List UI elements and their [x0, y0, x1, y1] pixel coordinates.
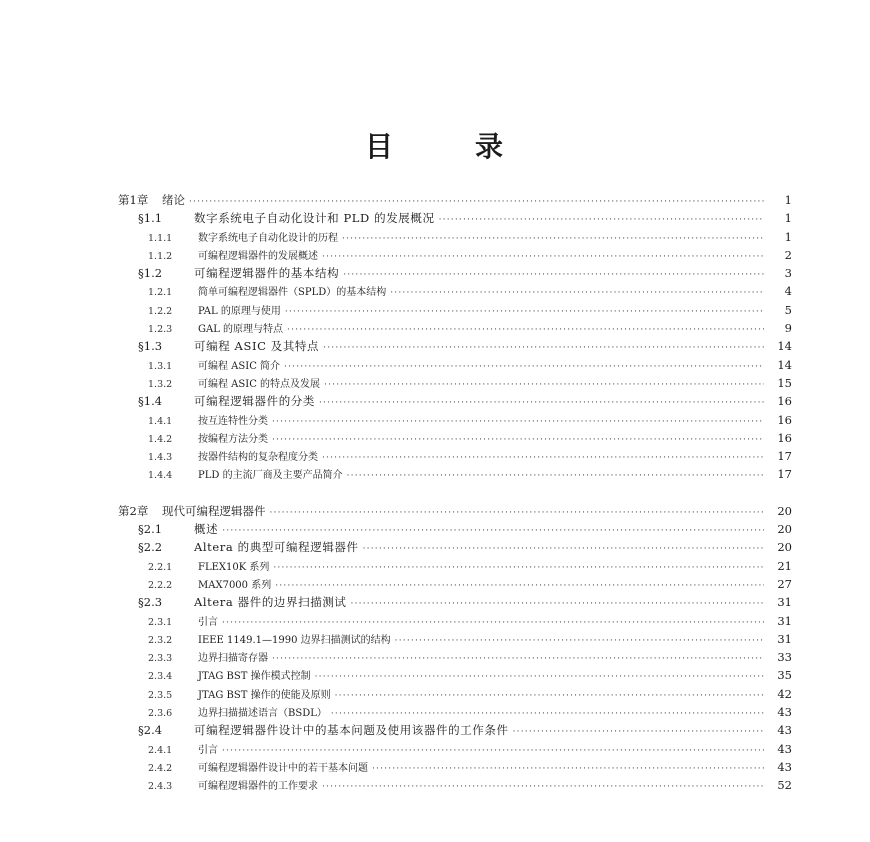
toc-subsection-entry — [118, 283, 792, 301]
toc-entry-page: 31 — [777, 595, 792, 610]
toc-entry-title: 可编程 ASIC 及其特点 — [194, 339, 320, 354]
toc-entry-number: 2.3.5 — [148, 689, 173, 701]
dot-leader — [273, 563, 764, 573]
dot-leader — [322, 782, 764, 792]
toc-entry-title: 可编程逻辑器件的工作要求 — [198, 781, 318, 793]
toc-section-entry — [118, 521, 792, 539]
toc-subsection-entry — [118, 649, 792, 667]
dot-leader — [270, 508, 765, 518]
toc-subsection-entry — [118, 320, 792, 338]
dot-leader — [439, 215, 764, 225]
chapter-spacer — [118, 485, 792, 503]
toc-entry-title: 可编程逻辑器件设计中的若干基本问题 — [198, 762, 368, 774]
toc-entry-page: 43 — [777, 723, 792, 738]
toc-section-entry — [118, 265, 792, 283]
toc-entry-page: 9 — [784, 321, 792, 336]
toc-entry-page: 43 — [777, 705, 792, 720]
toc-entry-page: 1 — [784, 211, 792, 226]
table-of-contents — [118, 192, 792, 796]
dot-leader — [222, 746, 764, 756]
toc-entry-title: 可编程逻辑器件的发展概述 — [198, 250, 318, 262]
toc-entry-page: 4 — [784, 284, 792, 299]
toc-entry-number: 1.1.2 — [148, 250, 173, 262]
toc-entry-page: 14 — [777, 357, 792, 372]
toc-entry-number: 1.4.4 — [148, 470, 173, 482]
toc-subsection-entry — [118, 430, 792, 448]
page-title — [0, 125, 870, 165]
toc-section-entry — [118, 594, 792, 612]
toc-entry-number: §2.1 — [138, 522, 163, 537]
dot-leader — [322, 252, 764, 262]
dot-leader — [342, 234, 764, 244]
dot-leader — [272, 435, 764, 445]
toc-entry-title: 数字系统电子自动化设计和 PLD 的发展概况 — [194, 211, 435, 226]
toc-section-entry — [118, 393, 792, 411]
toc-entry-page: 20 — [777, 540, 792, 555]
toc-entry-page: 16 — [777, 394, 792, 409]
toc-entry-title: 按互连特性分类 — [198, 415, 268, 427]
dot-leader — [284, 362, 764, 372]
toc-entry-page: 43 — [777, 741, 792, 756]
toc-entry-page: 52 — [777, 778, 792, 793]
toc-entry-number: §1.1 — [138, 211, 163, 226]
toc-entry-page: 17 — [777, 449, 792, 464]
toc-subsection-entry — [118, 759, 792, 777]
toc-entry-title: 可编程 ASIC 的特点及发展 — [198, 378, 321, 390]
toc-subsection-entry — [118, 247, 792, 265]
dot-leader — [287, 325, 764, 335]
toc-subsection-entry — [118, 667, 792, 685]
toc-entry-page: 20 — [777, 503, 792, 518]
toc-entry-page: 31 — [777, 613, 792, 628]
dot-leader — [513, 727, 764, 737]
toc-entry-number: 1.2.3 — [148, 324, 173, 336]
toc-entry-number: 1.3.2 — [148, 378, 173, 390]
toc-entry-number: 2.2.1 — [148, 561, 173, 573]
toc-entry-title: 按器件结构的复杂程度分类 — [198, 452, 318, 464]
toc-subsection-entry — [118, 631, 792, 649]
toc-subsection-entry — [118, 576, 792, 594]
toc-entry-page: 1 — [784, 193, 792, 207]
toc-entry-number: 1.2.1 — [148, 287, 173, 299]
toc-entry-page: 20 — [777, 522, 792, 537]
toc-entry-title: PAL 的原理与使用 — [198, 305, 281, 317]
dot-leader — [322, 453, 764, 463]
toc-chapter-entry — [118, 503, 792, 521]
toc-entry-number: 2.3.1 — [148, 616, 173, 628]
toc-subsection-entry — [118, 448, 792, 466]
toc-entry-page: 27 — [777, 576, 792, 591]
toc-entry-title: 边界扫描寄存器 — [198, 653, 268, 665]
dot-leader — [335, 691, 764, 701]
toc-entry-page: 21 — [777, 558, 792, 573]
toc-entry-page: 31 — [777, 631, 792, 646]
toc-entry-number: 2.3.6 — [148, 708, 173, 720]
toc-subsection-entry — [118, 302, 792, 320]
toc-subsection-entry — [118, 558, 792, 576]
toc-entry-title: 边界扫描描述语言（BSDL） — [198, 708, 327, 720]
toc-entry-page: 35 — [777, 668, 792, 683]
toc-subsection-entry — [118, 229, 792, 247]
dot-leader — [189, 197, 764, 207]
toc-entry-number: 2.3.4 — [148, 671, 173, 683]
dot-leader — [372, 764, 764, 774]
dot-leader — [343, 270, 764, 280]
dot-leader — [315, 672, 764, 682]
toc-entry-number: 1.4.1 — [148, 415, 173, 427]
toc-subsection-entry — [118, 357, 792, 375]
toc-entry-title: Altera 的典型可编程逻辑器件 — [194, 540, 359, 555]
toc-entry-number: §1.3 — [138, 339, 163, 354]
toc-subsection-entry — [118, 466, 792, 484]
toc-entry-page: 1 — [784, 229, 792, 244]
toc-entry-number: 2.4.2 — [148, 762, 173, 774]
toc-subsection-entry — [118, 777, 792, 795]
toc-entry-page: 5 — [784, 302, 792, 317]
toc-entry-number: §2.4 — [138, 723, 163, 738]
dot-leader — [395, 636, 764, 646]
toc-entry-title: IEEE 1149.1—1990 边界扫描测试的结构 — [198, 634, 391, 646]
toc-chapter-entry — [118, 192, 792, 210]
toc-entry-number: 1.4.3 — [148, 452, 173, 464]
toc-entry-title: 引言 — [198, 744, 218, 756]
toc-entry-title: Altera 器件的边界扫描测试 — [194, 595, 347, 610]
dot-leader — [285, 307, 764, 317]
toc-entry-title: GAL 的原理与特点 — [198, 324, 284, 336]
dot-leader — [390, 288, 764, 298]
dot-leader — [222, 618, 764, 628]
toc-entry-number: 第1章 — [118, 193, 149, 207]
toc-entry-title: JTAG BST 操作的使能及原则 — [198, 689, 331, 701]
toc-entry-title: 按编程方法分类 — [198, 433, 268, 445]
toc-entry-number: 2.3.2 — [148, 634, 173, 646]
toc-entry-number: 1.1.1 — [148, 232, 173, 244]
toc-entry-number: 1.2.2 — [148, 305, 173, 317]
dot-leader — [324, 380, 764, 390]
toc-subsection-entry — [118, 613, 792, 631]
toc-entry-page: 3 — [784, 266, 792, 281]
toc-entry-page: 2 — [784, 247, 792, 262]
toc-section-entry — [118, 338, 792, 356]
toc-entry-title: 概述 — [194, 522, 219, 537]
toc-entry-page: 15 — [777, 375, 792, 390]
toc-entry-number: §1.2 — [138, 266, 163, 281]
toc-entry-title: PLD 的主流厂商及主要产品简介 — [198, 470, 343, 482]
toc-section-entry — [118, 210, 792, 228]
title-char-right: 录 — [475, 130, 506, 163]
toc-subsection-entry — [118, 375, 792, 393]
toc-subsection-entry — [118, 412, 792, 430]
toc-entry-number: 1.3.1 — [148, 360, 173, 372]
toc-entry-title: 可编程逻辑器件的分类 — [194, 394, 315, 409]
toc-entry-number: §1.4 — [138, 394, 163, 409]
toc-entry-title: 现代可编程逻辑器件 — [162, 503, 266, 518]
toc-entry-number: 2.3.3 — [148, 653, 173, 665]
toc-entry-title: 引言 — [198, 616, 218, 628]
dot-leader — [347, 471, 764, 481]
toc-section-entry — [118, 722, 792, 740]
toc-entry-title: 简单可编程逻辑器件（SPLD）的基本结构 — [198, 287, 387, 299]
toc-section-entry — [118, 539, 792, 557]
toc-entry-page: 43 — [777, 759, 792, 774]
dot-leader — [272, 417, 764, 427]
toc-entry-number: 2.4.3 — [148, 781, 173, 793]
dot-leader — [222, 526, 764, 536]
toc-entry-title: JTAG BST 操作模式控制 — [198, 671, 311, 683]
toc-entry-page: 33 — [777, 650, 792, 665]
toc-entry-number: 2.2.2 — [148, 579, 173, 591]
toc-entry-page: 14 — [777, 339, 792, 354]
toc-entry-number: 2.4.1 — [148, 744, 173, 756]
dot-leader — [331, 709, 764, 719]
toc-entry-number: §2.2 — [138, 540, 163, 555]
toc-subsection-entry — [118, 704, 792, 722]
toc-entry-number: §2.3 — [138, 595, 163, 610]
toc-entry-number: 第2章 — [118, 503, 149, 518]
dot-leader — [272, 654, 764, 664]
dot-leader — [351, 599, 764, 609]
toc-entry-page: 16 — [777, 430, 792, 445]
toc-entry-page: 17 — [777, 467, 792, 482]
toc-entry-title: FLEX10K 系列 — [198, 561, 270, 573]
dot-leader — [319, 398, 764, 408]
toc-entry-title: MAX7000 系列 — [198, 579, 272, 591]
toc-entry-title: 绪论 — [162, 193, 185, 207]
toc-subsection-entry — [118, 686, 792, 704]
toc-entry-page: 16 — [777, 412, 792, 427]
toc-entry-title: 可编程 ASIC 简介 — [198, 360, 281, 372]
dot-leader — [323, 343, 764, 353]
toc-subsection-entry — [118, 741, 792, 759]
toc-entry-title: 数字系统电子自动化设计的历程 — [198, 232, 338, 244]
title-char-left: 目 — [364, 130, 395, 163]
toc-entry-number: 1.4.2 — [148, 433, 173, 445]
toc-entry-title: 可编程逻辑器件设计中的基本问题及使用该器件的工作条件 — [194, 723, 509, 738]
toc-entry-title: 可编程逻辑器件的基本结构 — [194, 266, 340, 281]
dot-leader — [275, 581, 764, 591]
toc-entry-page: 42 — [777, 686, 792, 701]
dot-leader — [363, 544, 764, 554]
